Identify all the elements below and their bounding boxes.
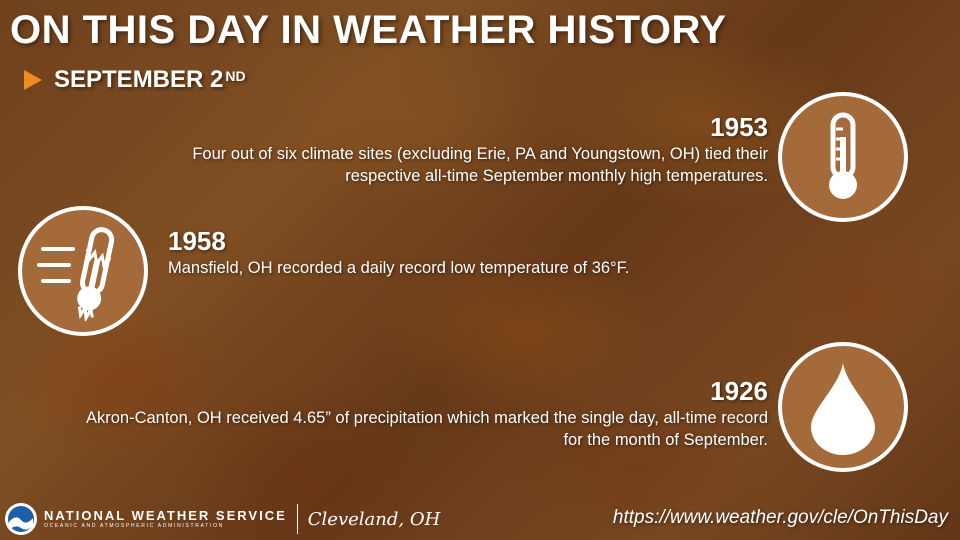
date-heading — [24, 66, 246, 94]
event-year: 1953 — [710, 112, 768, 142]
event-year: 1958 — [168, 226, 226, 256]
org-name: NATIONAL WEATHER SERVICE — [44, 508, 287, 523]
raindrop-badge — [778, 342, 908, 472]
event-year: 1926 — [710, 376, 768, 406]
nws-text — [44, 509, 287, 529]
cold-thermometer-icon — [33, 221, 133, 321]
play-arrow-icon — [24, 70, 42, 90]
event-description: Four out of six climate sites (excluding Erie, PA and Youngstown, OH) tied their respective all-time September monthly high temperatures. — [192, 145, 768, 185]
event-description: Mansfield, OH recorded a daily record low temperature of 36°F. — [168, 259, 630, 277]
raindrop-icon — [803, 357, 883, 457]
page-title: ON THIS DAY IN WEATHER HISTORY — [10, 8, 727, 52]
date-main: SEPTEMBER 2 — [54, 66, 224, 93]
thermometer-icon — [808, 107, 878, 207]
office-name: Cleveland, OH — [307, 508, 441, 530]
thermometer-badge — [778, 92, 908, 222]
noaa-logo-icon — [4, 502, 38, 536]
on-this-day-link[interactable]: https://www.weather.gov/cle/OnThisDay — [612, 507, 948, 528]
event-1958 — [168, 226, 788, 279]
event-description: Akron-Canton, OH received 4.65” of precipitation which marked the single day, all-time record for the month of September. — [85, 409, 768, 449]
event-1926 — [68, 376, 768, 451]
logo-divider — [297, 504, 298, 534]
date-suffix: ND — [225, 68, 246, 84]
nws-logo — [4, 502, 440, 536]
cold-thermometer-badge — [18, 206, 148, 336]
org-subtitle: OCEANIC AND ATMOSPHERIC ADMINISTRATION — [44, 523, 224, 529]
event-1953 — [128, 112, 768, 187]
